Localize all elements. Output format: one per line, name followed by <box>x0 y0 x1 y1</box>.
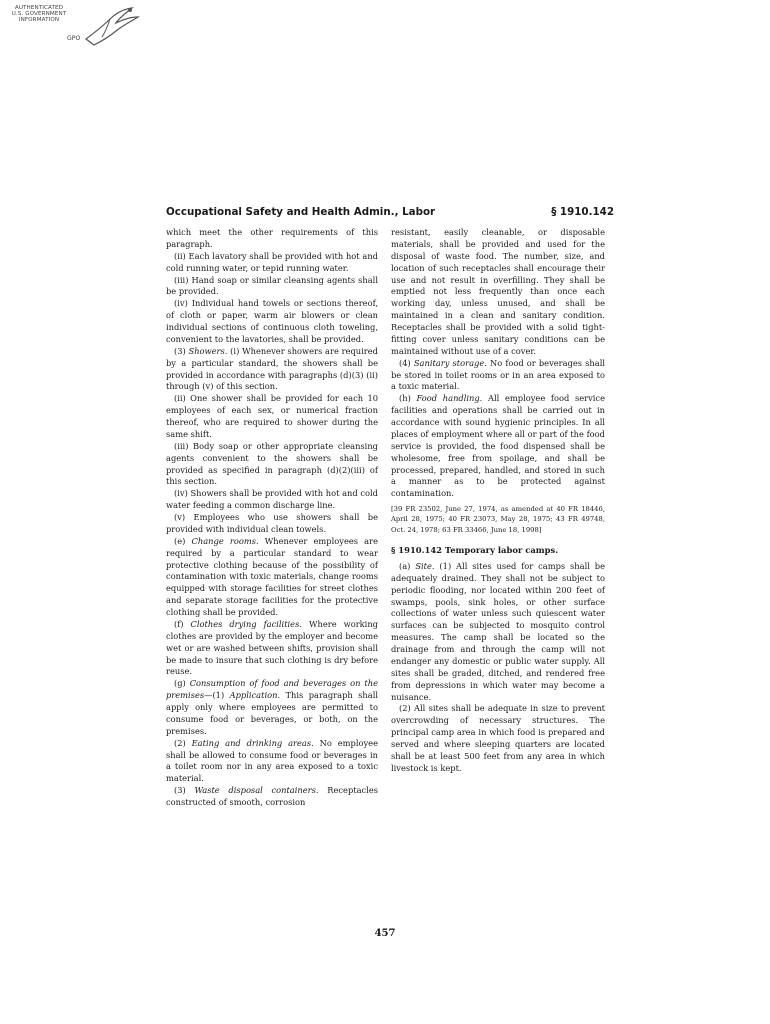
paragraph-text: (3) <box>174 785 195 796</box>
paragraph-text: (iii) Hand soap or similar cleansing agents shall be provided. <box>166 274 378 297</box>
badge-line-1: AUTHENTICATED <box>14 5 64 11</box>
paragraph-text: (g) <box>174 678 190 689</box>
paragraph <box>166 785 378 809</box>
paragraph-text: (ii) Each lavatory shall be provided with hot and cold running water, or tepid running water. <box>166 250 378 273</box>
paragraph <box>166 536 378 619</box>
paragraph <box>166 346 378 394</box>
paragraph <box>391 393 605 500</box>
page-number: 457 <box>374 928 396 939</box>
badge-text <box>8 5 70 24</box>
paragraph-text: This paragraph shall apply only where employees are permitted to consume food or beverages, or both, on the premises. <box>166 690 379 736</box>
paragraph-text: (iii) Body soap or other appropriate cleansing agents convenient to the showers shall be provided as specified in paragraph (d)(2)(iii) of this section. <box>166 440 378 487</box>
left-text-column <box>166 227 378 809</box>
eagle-logo-icon <box>80 5 142 51</box>
paragraph-heading: Food handling. <box>416 393 483 404</box>
paragraph <box>166 393 378 441</box>
paragraph-text: (iv) Individual hand towels or sections thereof, of cloth or paper, warm air blowers or clean individual sections of continuous cloth toweling, convenient to the lavatories, shall be provided. <box>166 298 378 344</box>
paragraph <box>166 488 378 512</box>
paragraph <box>391 703 605 774</box>
paragraph-heading: Application. <box>229 690 281 701</box>
paragraph <box>166 441 378 489</box>
badge-line-2: U.S. GOVERNMENT <box>11 11 67 18</box>
paragraph <box>166 678 378 737</box>
paragraph-text: resistant, easily cleanable, or disposable materials, shall be provided and used for the disposal of waste food. The number, size, and location of such receptacles shall encourage their use and not result in overfilling. They shall be emptied not less frequently than once each working day, unless unused, and shall be maintained in a clean and sanitary condition. Receptacles shall be provided with a solid tight-fitting cover unless sanitary conditions can be maintained without use of a cover. <box>391 227 605 356</box>
paragraph-text: (4) <box>399 357 414 368</box>
paragraph-text: Receptacles constructed of smooth, corrosion <box>166 785 379 807</box>
paragraph-heading: Consumption of food and beverages on the premises <box>166 678 378 701</box>
paragraph-text: (3) <box>174 345 189 356</box>
badge-gpo-mark: GPO <box>67 35 81 42</box>
paragraph-text: which meet the other requirements of this paragraph. <box>166 227 378 249</box>
paragraph <box>166 738 378 786</box>
gpo-authentication-badge <box>8 5 143 51</box>
badge-line-3: INFORMATION <box>18 17 60 24</box>
paragraph-heading: Eating and drinking areas. <box>191 737 314 748</box>
paragraph-heading: Change rooms. <box>191 535 259 546</box>
paragraph-text: (2) <box>174 737 192 748</box>
paragraph-text: —(1) <box>204 690 230 701</box>
paragraph <box>166 227 378 251</box>
paragraph-heading: Showers. <box>188 345 228 356</box>
paragraph-heading: Clothes drying facilities. <box>190 618 302 629</box>
paragraph <box>166 275 378 299</box>
running-head <box>166 204 614 220</box>
paragraph <box>166 619 378 678</box>
paragraph-text: No food or beverages shall be stored in toilet rooms or in an area exposed to a toxic material. <box>391 357 606 392</box>
paragraph-text: Whenever employees are required by a particular standard to wear protective clothing because of the possibility of contamination with toxic materials, change rooms equipped with storage facilities for street clothes and separate storage facilities for the protective clothing shall be provided. <box>166 535 378 617</box>
paragraph-text: (a) <box>399 560 416 571</box>
paragraph-text: (i) Whenever showers are required by a particular standard, the showers shall be provided in accordance with paragraphs (d)(3) (ii) through (v) of this section. <box>166 345 378 392</box>
paragraph-heading: Sanitary storage. <box>413 357 487 368</box>
paragraph-text: (v) Employees who use showers shall be provided with individual clean towels. <box>166 512 378 534</box>
paragraph-text: (iv) Showers shall be provided with hot and cold water feeding a common discharge line. <box>166 488 378 511</box>
paragraph-text: (e) <box>174 535 192 546</box>
paragraph <box>166 512 378 536</box>
right-column-paragraphs <box>391 227 605 500</box>
paragraph-text: Where working clothes are provided by the employer and become wet or are washed between shifts, provision shall be made to insure that such clothing is dry before reuse. <box>166 618 378 677</box>
paragraph-text: No employee shall be allowed to consume food or beverages in a toilet room nor in any area exposed to a toxic material. <box>166 737 379 784</box>
paragraph-text: (1) All sites used for camps shall be adequately drained. They shall not be subject to periodic flooding, nor located within 200 feet of swamps, pools, sink holes, or other surface collections of water unless such quiescent water surfaces can be subjected to mosquito control measures. The camp shall be located so the drainage from and through the camp will not endanger any domestic or public water supply. All sites shall be graded, ditched, and rendered free from depressions in which water may become a nuisance. <box>391 560 606 702</box>
paragraph <box>391 358 605 394</box>
paragraph <box>391 227 605 358</box>
paragraph <box>166 298 378 346</box>
right-text-column <box>391 227 605 775</box>
history-note: [39 FR 23502, June 27, 1974, as amended at 40 FR 18446, April 28, 1975; 40 FR 23073, May 28, 1975; 43 FR 49748, Oct. 24, 1978; 63 FR 33466, June 18, 1998] <box>391 505 605 534</box>
paragraph <box>391 561 605 704</box>
running-head-section: § 1910.142 <box>551 206 614 218</box>
paragraph-text: (f) <box>174 618 191 629</box>
section-heading: § 1910.142 Temporary labor camps. <box>391 545 559 556</box>
paragraph-heading: Waste disposal containers. <box>194 785 319 796</box>
paragraph-text: (2) All sites shall be adequate in size to prevent overcrowding of necessary structures. The principal camp area in which food is prepared and served and where sleeping quarters are located shall be at least 500 feet from any area in which livestock is kept. <box>391 703 605 773</box>
running-head-title: Occupational Safety and Health Admin., Labor <box>166 206 436 218</box>
paragraph-text: (ii) One shower shall be provided for each 10 employees of each sex, or numerical fraction thereof, who are required to shower during the same shift. <box>166 393 378 439</box>
right-column-paragraphs-continued <box>391 561 605 775</box>
paragraph-text: (h) <box>399 393 417 404</box>
paragraph-text: All employee food service facilities and operations shall be carried out in accordance with sound hygienic principles. In all places of employment where all or part of the food service is provided, the food dispensed shall be wholesome, free from spoilage, and shall be processed, prepared, handled, and stored in such a manner as to be protected against contamination. <box>391 393 605 499</box>
paragraph-heading: Site. <box>415 560 435 571</box>
paragraph <box>166 251 378 275</box>
